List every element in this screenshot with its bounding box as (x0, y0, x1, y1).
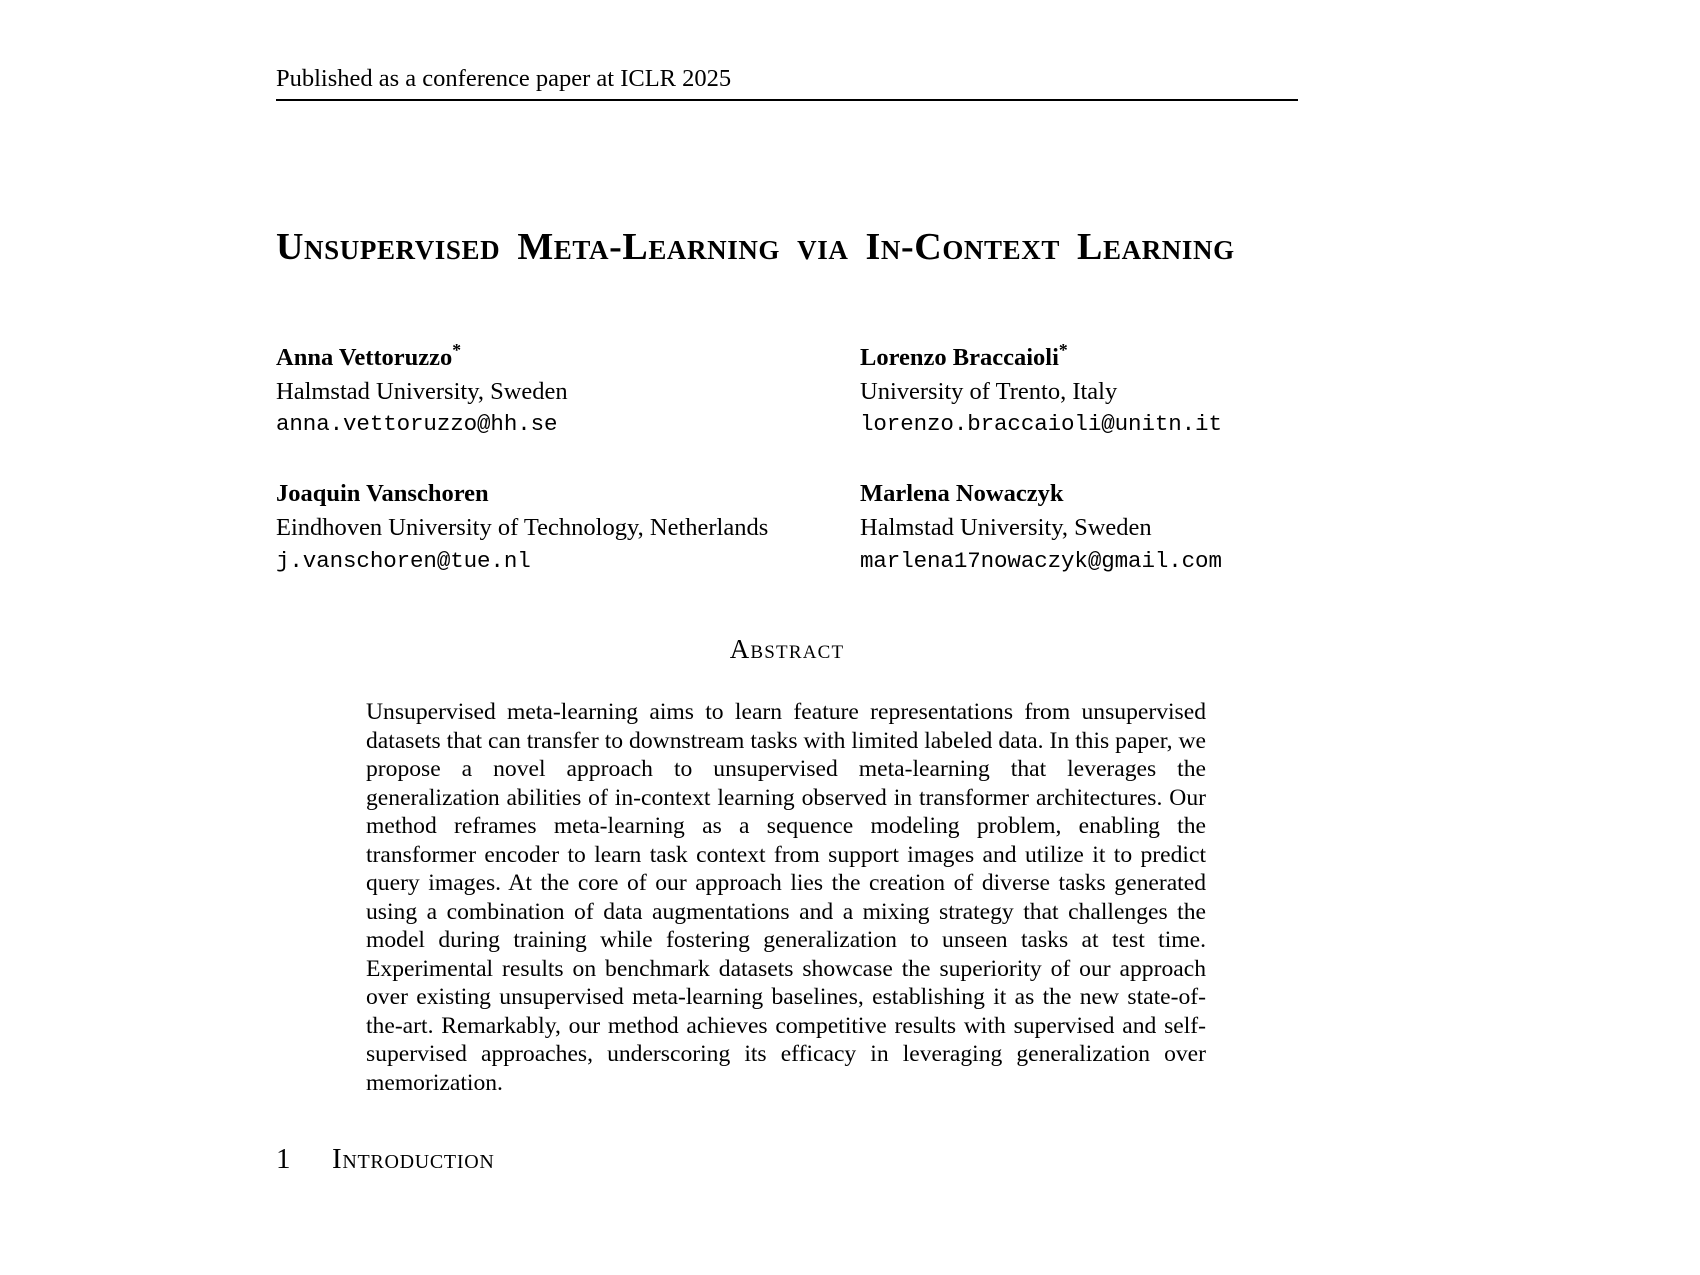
author-name-text: Joaquin Vanschoren (276, 480, 489, 508)
author-affiliation: Halmstad University, Sweden (860, 514, 1152, 542)
author-entry (276, 480, 787, 574)
author-footnote-marker: * (452, 339, 462, 360)
section-heading-introduction (276, 1143, 1298, 1176)
author-row (276, 339, 1298, 438)
author-name (276, 339, 787, 373)
author-row (276, 480, 1298, 574)
author-entry (276, 339, 787, 438)
author-name (276, 480, 787, 509)
author-email[interactable]: marlena17nowaczyk@gmail.com (860, 547, 1222, 574)
abstract-heading: Abstract (729, 634, 845, 664)
author-entry (787, 339, 1298, 438)
running-header: Published as a conference paper at ICLR 2025 (276, 65, 732, 92)
section-number: 1 (276, 1143, 292, 1175)
author-affiliation: University of Trento, Italy (860, 377, 1118, 405)
author-name-text: Anna Vettoruzzo (276, 344, 453, 371)
author-affiliation: Eindhoven University of Technology, Netherlands (276, 514, 769, 542)
header-rule (276, 99, 1298, 101)
author-name-text: Lorenzo Braccaioli (860, 344, 1059, 371)
author-name (860, 339, 1298, 373)
author-entry (787, 480, 1298, 574)
author-name (860, 480, 1298, 509)
abstract-text: Unsupervised meta-learning aims to learn feature representations from unsupervised datasets that can transfer to downstream tasks with limited labeled data. In this paper, we propose a novel approach to unsupervised meta-learning that leverages the generalization abilities of in-context learning observed in transformer architectures. Our method reframes meta-learning as a sequence modeling problem, enabling the transformer encoder to learn task context from support images and utilize it to predict query images. At the core of our approach lies the creation of diverse tasks generated using a combination of data augmentations and a mixing strategy that challenges the model during training while fostering generalization to unseen tasks at test time. Experimental results on benchmark datasets showcase the superiority of our approach over existing unsupervised meta-learning baselines, establishing it as the new state-of-the-art. Remarkably, our method achieves competitive results with supervised and self-supervised approaches, underscoring its efficacy in leveraging generalization over memorization. (366, 699, 1206, 1096)
author-email[interactable]: j.vanschoren@tue.nl (276, 547, 531, 574)
section-title: Introduction (332, 1143, 495, 1175)
author-email[interactable]: lorenzo.braccaioli@unitn.it (860, 411, 1222, 438)
author-affiliation: Halmstad University, Sweden (276, 377, 568, 405)
page-title: Unsupervised Meta-Learning via In-Context Learning (276, 226, 1235, 269)
author-footnote-marker: * (1058, 339, 1068, 360)
author-block (276, 339, 1298, 575)
author-email[interactable]: anna.vettoruzzo@hh.se (276, 411, 558, 438)
author-name-text: Marlena Nowaczyk (860, 480, 1064, 508)
paper-page (276, 0, 1298, 1275)
